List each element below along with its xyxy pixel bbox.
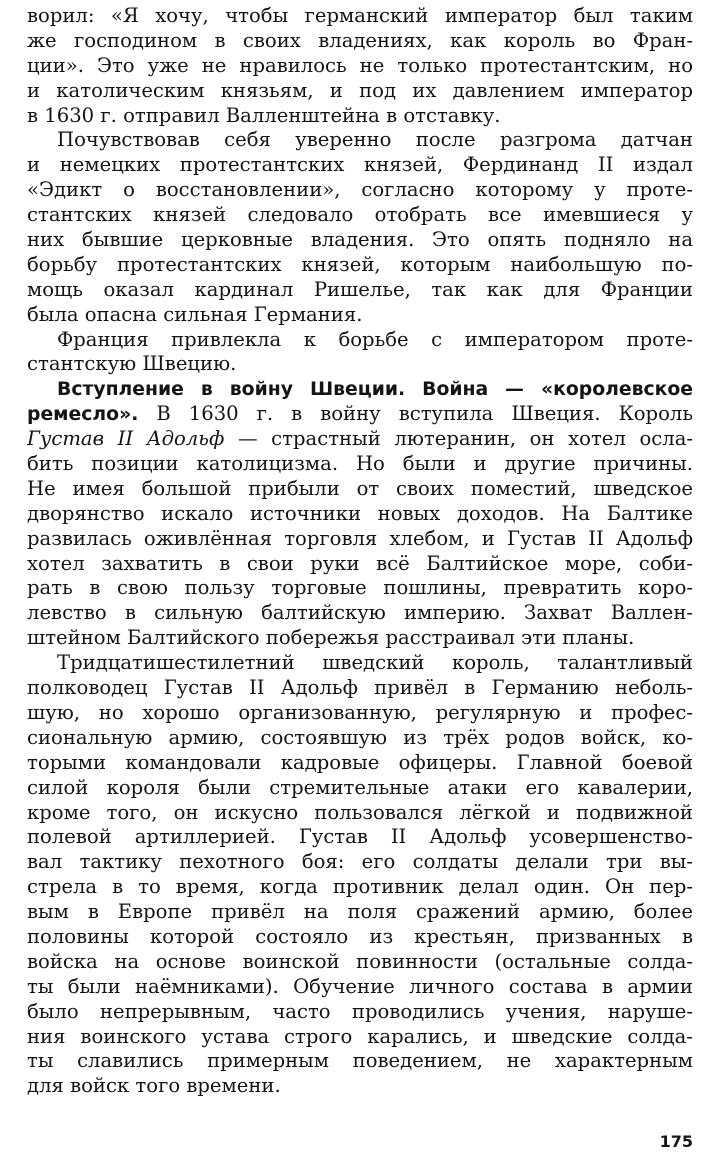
paragraph: [27, 128, 693, 327]
text-line: [27, 527, 693, 552]
text-line: [27, 502, 693, 527]
text-run: левство в сильную балтийскую империю. Захват Валлен-: [27, 601, 693, 625]
text-line: [27, 203, 693, 228]
text-run: полевой артиллерией. Густав II Адольф усовершенство-: [27, 825, 693, 849]
text-run: рать в свою пользу торговые пошлины, превратить коро-: [27, 576, 693, 600]
text-run: них бывшие церковные владения. Это опять подняло на: [27, 228, 693, 252]
text-run: же господином в своих владениях, как король во Фран-: [27, 28, 693, 52]
text-run: в 1630 г. отправил Валленштейна в отставку.: [27, 103, 501, 127]
text-line: [27, 278, 693, 303]
text-line: [27, 153, 693, 178]
italic-term: Густав II Адольф: [27, 427, 225, 451]
section-heading: ремесло».: [27, 404, 139, 426]
text-line: [27, 900, 693, 925]
text-run: бить позиции католицизма. Но были и другие причины.: [27, 452, 693, 476]
text-line: [27, 825, 693, 850]
text-run: была опасна сильная Германия.: [27, 302, 363, 326]
text-run: штейном Балтийского побережья расстраивал эти планы.: [27, 626, 635, 650]
paragraph: [27, 4, 693, 128]
text-line: [27, 801, 693, 826]
text-run: дворянство искало источники новых доходов. На Балтике: [27, 501, 693, 525]
text-line: [27, 452, 693, 477]
text-run: и немецких протестантских князей, Фердинанд II издал: [27, 153, 693, 177]
text-line: [27, 427, 693, 452]
text-run: ты были наёмниками). Обучение личного состава в армии: [27, 974, 693, 998]
text-run: стантскую Швецию.: [27, 352, 237, 376]
text-run: Тридцатишестилетний шведский король, талантливый: [57, 651, 693, 675]
text-run: вым в Европе привёл на поля сражений армию, более: [27, 900, 693, 924]
text-line: [27, 925, 693, 950]
page-number: 175: [659, 1132, 693, 1151]
text-run: развилась оживлённая торговля хлебом, и Густав II Адольф: [27, 526, 693, 550]
text-line: [27, 328, 693, 353]
text-line: [27, 1049, 693, 1074]
text-run: — страстный лютеранин, он хотел осла-: [224, 427, 693, 451]
text-line: [27, 552, 693, 577]
text-line: [27, 104, 693, 129]
text-run: ворил: «Я хочу, чтобы германский император был таким: [27, 4, 693, 27]
textbook-page: [27, 4, 693, 1154]
text-line: [27, 651, 693, 676]
text-run: кроме того, он искусно пользовался лёгкой и подвижной: [27, 800, 693, 824]
text-line: [27, 626, 693, 651]
text-run: «Эдикт о восстановлении», согласно которому у проте-: [27, 178, 693, 202]
text-run: половины которой состояло из крестьян, призванных в: [27, 924, 693, 948]
text-run: сиональную армию, состоявшую из трёх родов войск, ко-: [27, 725, 693, 749]
text-run: ния воинского устава строго карались, и шведские солда-: [27, 1024, 693, 1048]
text-line: [27, 601, 693, 626]
text-line: [27, 726, 693, 751]
section-heading: Вступление в войну Швеции. Война — «королевское: [57, 379, 693, 401]
text-run: войска на основе воинской повинности (остальные солда-: [27, 949, 693, 973]
text-run: Франция привлекла к борьбе с императором проте-: [57, 327, 693, 351]
text-line: [27, 751, 693, 776]
text-line: [27, 4, 693, 29]
text-line: [27, 178, 693, 203]
text-line: [27, 253, 693, 278]
text-line: [27, 128, 693, 153]
text-line: [27, 875, 693, 900]
text-line: [27, 303, 693, 328]
text-run: ции». Это уже не нравилось не только протестантским, но: [27, 53, 693, 77]
text-line: [27, 29, 693, 54]
text-line: [27, 850, 693, 875]
text-run: хотел захватить в свои руки всё Балтийское море, соби-: [27, 551, 693, 575]
text-line: [27, 676, 693, 701]
text-run: было непрерывным, часто проводились учения, наруше-: [27, 999, 693, 1023]
text-run: вал тактику пехотного боя: его солдаты делали три вы-: [27, 850, 693, 874]
paragraph: [27, 651, 693, 1099]
text-line: [27, 352, 693, 377]
text-run: Почувствовав себя уверенно после разгрома датчан: [57, 128, 693, 152]
text-line: [27, 1074, 693, 1099]
text-line: [27, 402, 693, 427]
text-run: ты славились примерным поведением, не характерным: [27, 1049, 693, 1073]
text-run: борьбу протестантских князей, которым наибольшую по-: [27, 252, 693, 276]
text-run: для войск того времени.: [27, 1074, 281, 1098]
text-line: [27, 79, 693, 104]
text-line: [27, 377, 693, 402]
text-run: силой короля были стремительные атаки его кавалерии,: [27, 775, 693, 799]
text-line: [27, 1000, 693, 1025]
text-line: [27, 228, 693, 253]
text-run: Не имея большой прибыли от своих поместий, шведское: [27, 476, 693, 500]
text-run: стрела в то время, когда противник делал один. Он пер-: [27, 875, 693, 899]
text-run: торыми командовали кадровые офицеры. Главной боевой: [27, 750, 693, 774]
text-run: и католическим князьям, и под их давлением император: [27, 78, 693, 102]
text-run: полководец Густав II Адольф привёл в Германию неболь-: [27, 676, 693, 700]
text-run: мощь оказал кардинал Ришелье, так как для Франции: [27, 277, 693, 301]
text-run: В 1630 г. в войну вступила Швеция. Король: [138, 402, 693, 426]
text-run: стантских князей следовало отобрать все имевшиеся у: [27, 203, 693, 227]
text-line: [27, 54, 693, 79]
text-run: шую, но хорошо организованную, регулярную и профес-: [27, 700, 693, 724]
text-line: [27, 576, 693, 601]
text-line: [27, 477, 693, 502]
text-line: [27, 975, 693, 1000]
text-line: [27, 1025, 693, 1050]
text-line: [27, 950, 693, 975]
text-line: [27, 776, 693, 801]
text-line: [27, 701, 693, 726]
paragraph: [27, 328, 693, 378]
text-body: [27, 4, 693, 1099]
paragraph: [27, 377, 693, 651]
